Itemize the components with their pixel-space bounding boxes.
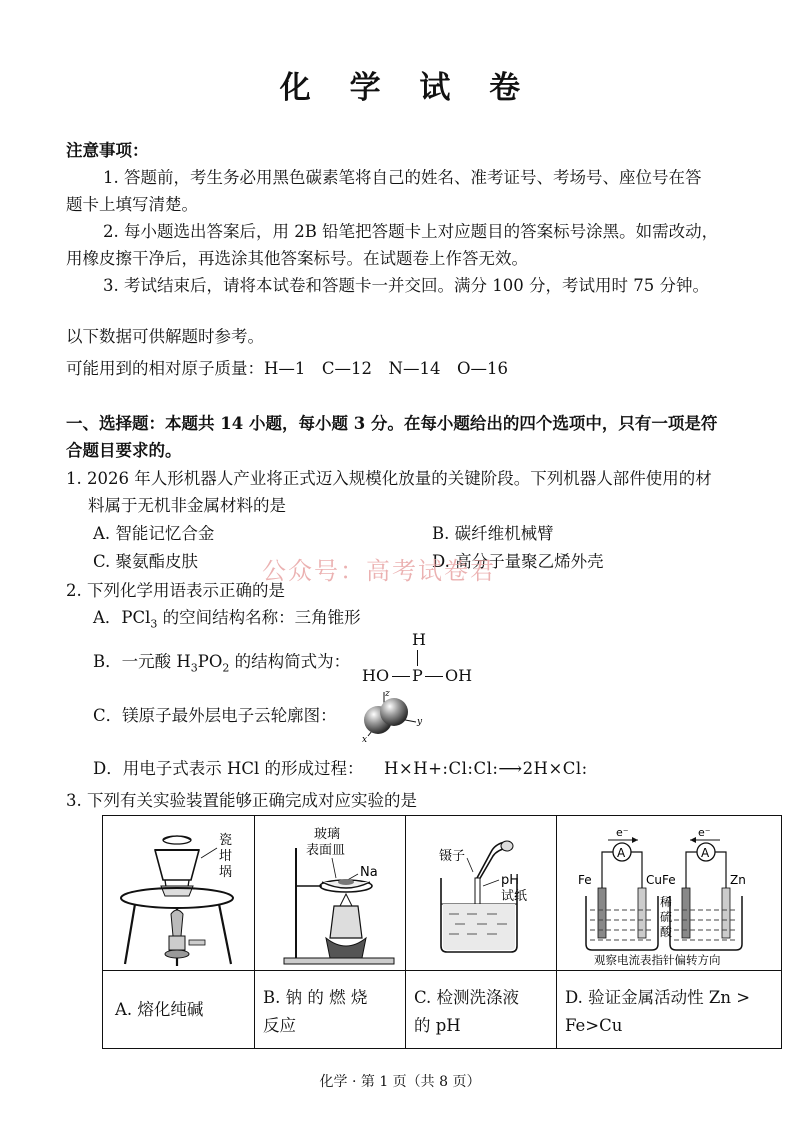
question-2-option-c: C．镁原子最外层电子云轮廓图： (93, 706, 337, 725)
question-1-line-2: 料属于无机非金属材料的是 (88, 496, 286, 515)
notice-item-2-line-2: 用橡皮擦干净后，再选涂其他答案标号。在试题卷上作答无效。 (66, 249, 528, 268)
option-b-subscript-1: 3 (190, 661, 198, 675)
question-2-option-b (93, 651, 350, 679)
z-axis-label: z (385, 689, 390, 699)
option-a-subscript: 3 (150, 617, 158, 631)
apparatus-b-sodium (256, 818, 404, 968)
label-cu: Cu (646, 873, 662, 887)
label-fe-2: Fe (662, 873, 676, 887)
notice-heading: 注意事项： (66, 141, 149, 160)
label-watch-glass-2: 表面皿 (306, 843, 346, 858)
watermark: 公众号：高考试卷君 (262, 557, 496, 585)
label-acid-2: 硫 (660, 910, 673, 924)
notice-item-1-line-1: 1. 答题前，考生务必用黑色碳素笔将自己的姓名、准考证号、考场号、座位号在答 (103, 168, 702, 187)
formula-bond-vertical (417, 650, 418, 666)
label-electron-1: e⁻ (616, 826, 629, 839)
label-sodium: Na (360, 865, 378, 880)
label-electron-2: e⁻ (698, 826, 711, 839)
option-a-suffix: 的空间结构名称：三角锥形 (157, 608, 361, 627)
apparatus-table (102, 815, 782, 1049)
apparatus-d-cells (558, 818, 780, 968)
formula-ho: HO (362, 666, 390, 685)
label-crucible-2: 坩 (219, 849, 233, 864)
page-title: 化 学 试 卷 (279, 70, 535, 106)
question-2-stem: 2. 下列化学用语表示正确的是 (66, 581, 285, 600)
option-b-prefix: B．一元酸 H (93, 652, 191, 671)
page-footer: 化学 · 第 1 页（共 8 页） (319, 1074, 481, 1090)
table-divider-3 (556, 816, 557, 1048)
q3-option-a: A. 熔化纯碱 (115, 1000, 204, 1019)
label-tweezers: 镊子 (439, 849, 466, 864)
structural-formula (362, 630, 482, 690)
y-axis-label: y (417, 717, 423, 727)
orbital-lobe-right (380, 698, 408, 726)
table-row-divider (103, 970, 781, 971)
notice-item-3: 3. 考试结束后，请将本试卷和答题卡一并交回。满分 100 分，考试用时 75 分钟。 (103, 276, 709, 295)
option-b-subscript-2: 2 (222, 661, 230, 675)
option-a-prefix: A．PCl (93, 608, 151, 627)
formula-oh: OH (445, 666, 473, 685)
x-axis-label: x (362, 735, 368, 744)
question-1-option-b: B. 碳纤维机械臂 (432, 524, 554, 543)
label-fe-1: Fe (578, 873, 592, 887)
label-acid-3: 酸 (660, 925, 673, 939)
label-watch-glass-1: 玻璃 (314, 827, 341, 842)
question-1-option-a: A. 智能记忆合金 (93, 524, 215, 543)
formula-bond-left (392, 676, 410, 677)
table-divider-2 (405, 816, 406, 1048)
label-zn: Zn (730, 873, 746, 887)
formula-bond-right (425, 676, 443, 677)
question-1-option-d: D. 高分子量聚乙烯外壳 (432, 552, 604, 571)
section-heading-line-1: 一、选择题：本题共 14 小题，每小题 3 分。在每小题给出的四个选项中，只有一项是符 (66, 414, 718, 433)
q3-option-c-line-2: 的 pH (414, 1016, 461, 1035)
notice-item-2-line-1: 2. 每小题选出答案后，用 2B 铅笔把答题卡上对应题目的答案标号涂黑。如需改动， (103, 222, 719, 241)
q3-option-c-line-1: C. 检测洗涤液 (414, 988, 520, 1007)
label-acid-1: 稀 (660, 895, 673, 909)
reference-line-1: 以下数据可供解题时参考。 (66, 327, 264, 346)
q3-option-d-line-2: Fe>Cu (565, 1016, 623, 1035)
q3-option-d-line-1: D. 验证金属活动性 Zn > (565, 988, 751, 1007)
label-ph-1: pH (501, 873, 520, 888)
electron-formula: H×H+:Cl:Cl:⟶2H×Cl: (384, 759, 588, 778)
option-b-mid: PO (197, 652, 223, 671)
label-crucible-3: 埚 (219, 865, 233, 880)
section-heading-line-2: 合题目要求的。 (66, 441, 182, 460)
formula-p: P (412, 666, 423, 685)
apparatus-a-crucible (105, 818, 253, 968)
electron-cloud-diagram (356, 688, 426, 744)
formula-h: H (412, 630, 426, 649)
q3-option-b-line-2: 反应 (263, 1016, 296, 1035)
question-1-line-1: 1. 2026 年人形机器人产业将正式迈入规模化放量的关键阶段。下列机器人部件使用的材 (66, 469, 712, 488)
ammeter-1-label: A (617, 846, 626, 860)
label-observation: 观察电流表指针偏转方向 (594, 953, 721, 967)
label-crucible-1: 瓷 (219, 833, 233, 848)
question-3-stem: 3. 下列有关实验装置能够正确完成对应实验的是 (66, 791, 417, 810)
reference-line-2: 可能用到的相对原子质量：H—1 C—12 N—14 O—16 (66, 359, 508, 378)
q3-option-b-line-1: B. 钠 的 燃 烧 (263, 988, 368, 1007)
question-2-option-d: D．用电子式表示 HCl 的形成过程： (93, 759, 364, 778)
question-1-option-c: C. 聚氨酯皮肤 (93, 552, 199, 571)
notice-item-1-line-2: 题卡上填写清楚。 (66, 195, 198, 214)
option-b-suffix: 的结构简式为： (229, 652, 351, 671)
table-divider-1 (254, 816, 255, 1048)
ammeter-2-label: A (701, 846, 710, 860)
question-2-option-a (93, 607, 361, 635)
apparatus-c-ph (407, 818, 555, 968)
label-ph-2: 试纸 (501, 889, 528, 904)
